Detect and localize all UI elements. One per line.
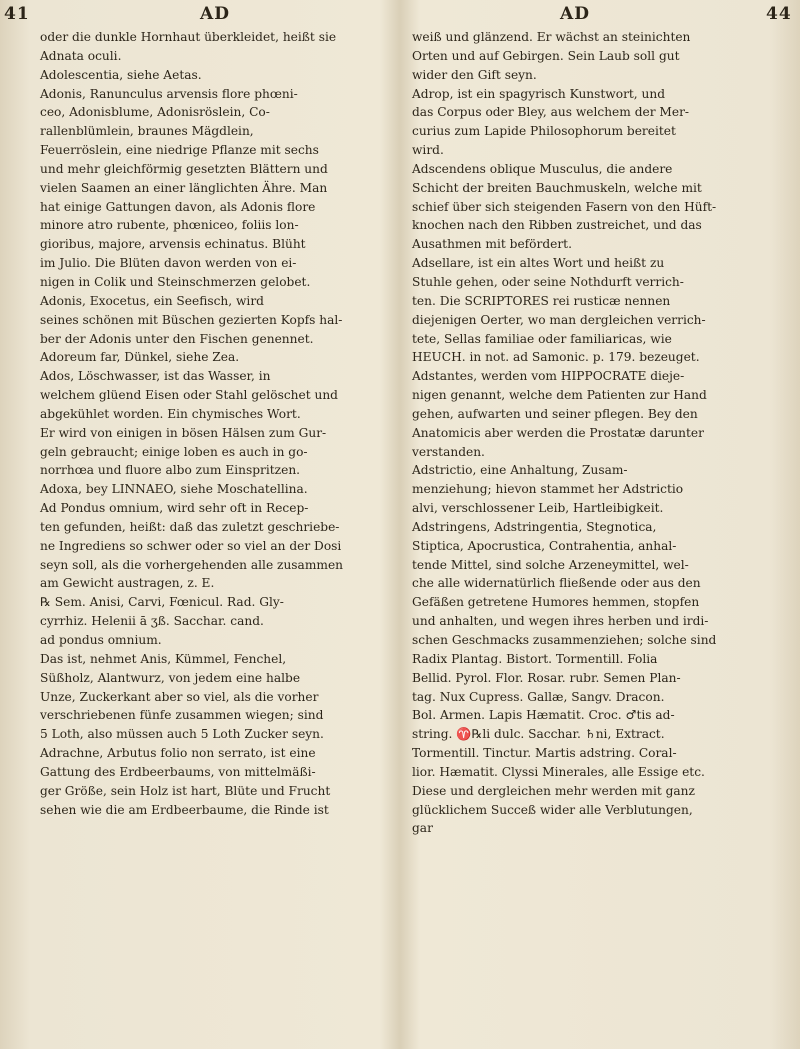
- text-line: Das ist, nehmet Anis, Kümmel, Fenchel,: [40, 651, 287, 666]
- text-line: Schicht der breiten Bauchmuskeln, welche mit: [412, 180, 702, 195]
- text-line: ber der Adonis unter den Fischen genennet.: [40, 331, 314, 346]
- text-line: ℞ Sem. Anisi, Carvi, Fœnicul. Rad. Gly-: [40, 595, 284, 610]
- text-line: verschriebenen fünfe zusammen wiegen; sind: [40, 708, 324, 723]
- text-line: und mehr gleichförmig gesetzten Blättern und: [40, 161, 328, 176]
- text-line: Stuhle gehen, oder seine Nothdurft verrich-: [412, 274, 684, 289]
- text-line: verstanden.: [412, 444, 485, 459]
- text-line: Tormentill. Tinctur. Martis adstring. Coral-: [412, 746, 677, 761]
- text-line: Adoreum far, Dünkel, siehe Zea.: [40, 350, 240, 365]
- text-line: diejenigen Oerter, wo man dergleichen verrich-: [412, 312, 706, 327]
- text-line: schief über sich steigenden Fasern von den Hüft-: [412, 199, 717, 214]
- text-line: und anhalten, und wegen ihres herben und irdi-: [412, 614, 709, 629]
- text-line: ne Ingrediens so schwer oder so viel an der Dosi: [40, 538, 342, 553]
- text-line: nigen in Colik und Steinschmerzen gelobet.: [40, 274, 311, 289]
- text-line: Adstrictio, eine Anhaltung, Zusam-: [412, 463, 628, 478]
- text-line: nigen genannt, welche dem Patienten zur Hand: [412, 388, 707, 403]
- text-line: schen Geschmacks zusammenziehen; solche sind: [412, 633, 717, 647]
- text-line: Adolescentia, siehe Aetas.: [40, 67, 202, 82]
- text-line: ad pondus omnium.: [40, 633, 162, 647]
- text-line: curius zum Lapide Philosophorum bereitet: [412, 124, 676, 139]
- text-line: Bellid. Pyrol. Flor. Rosar. rubr. Semen Plan-: [412, 670, 681, 685]
- text-line: Unze, Zuckerkant aber so viel, als die vorher: [40, 689, 319, 704]
- text-line: Adstantes, werden vom HIPPOCRATE dieje-: [412, 369, 685, 384]
- text-line: alvi, verschlossener Leib, Hartleibigkeit.: [412, 501, 664, 516]
- left-page-number: 41: [4, 4, 30, 24]
- text-line: Ausathmen mit befördert.: [412, 237, 572, 252]
- text-line: Adrachne, Arbutus folio non serrato, ist eine: [40, 746, 316, 761]
- text-line: Adstringens, Adstringentia, Stegnotica,: [412, 519, 657, 534]
- text-line: che alle widernatürlich fließende oder aus den: [412, 576, 701, 591]
- right-text-column: [412, 28, 767, 838]
- text-line: Adonis, Ranunculus arvensis flore phœni-: [40, 86, 298, 101]
- text-line: oder die dunkle Hornhaut überkleidet, heißt sie: [40, 30, 337, 44]
- text-line: vielen Saamen an einer länglichten Ähre. Man: [40, 180, 328, 195]
- text-line: sehen wie die am Erdbeerbaume, die Rinde ist: [40, 802, 329, 817]
- right-running-head: AD: [560, 4, 590, 24]
- text-line: Adrop, ist ein spagyrisch Kunstwort, und: [412, 86, 666, 101]
- text-line: gehen, aufwarten und seiner pflegen. Bey den: [412, 406, 698, 421]
- text-line: weiß und glänzend. Er wächst an steinichten: [412, 30, 691, 44]
- text-line: Stiptica, Apocrustica, Contrahentia, anhal-: [412, 538, 677, 553]
- text-line: gar: [412, 821, 433, 836]
- text-line: HEUCH. in not. ad Samonic. p. 179. bezeuget.: [412, 350, 700, 365]
- text-line: cyrrhiz. Helenii ā ʒß. Sacchar. cand.: [40, 614, 264, 629]
- text-line: hat einige Gattungen davon, als Adonis flore: [40, 199, 316, 214]
- text-line: abgekühlet worden. Ein chymisches Wort.: [40, 406, 301, 421]
- text-line: Ados, Löschwasser, ist das Wasser, in: [40, 369, 271, 384]
- text-line: Gefäßen getretene Humores hemmen, stopfen: [412, 595, 700, 610]
- right-page-number: 44: [766, 4, 792, 24]
- text-line: das Corpus oder Bley, aus welchem der Mer-: [412, 105, 690, 120]
- text-line: string. ♈℞li dulc. Sacchar. ♄ni, Extract.: [412, 727, 665, 742]
- text-line: Radix Plantag. Bistort. Tormentill. Folia: [412, 651, 658, 666]
- text-line: im Julio. Die Blüten davon werden von ei-: [40, 256, 297, 271]
- text-line: seyn soll, als die vorhergehenden alle zusammen: [40, 557, 344, 572]
- text-line: glücklichem Succeß wider alle Verblutungen,: [412, 802, 693, 817]
- text-line: welchem glüend Eisen oder Stahl gelöschet und: [40, 388, 338, 403]
- text-line: ten gefunden, heißt: daß das zuletzt geschriebe-: [40, 519, 340, 534]
- text-line: ger Größe, sein Holz ist hart, Blüte und Frucht: [40, 783, 331, 798]
- text-line: 5 Loth, also müssen auch 5 Loth Zucker seyn.: [40, 727, 324, 742]
- text-line: seines schönen mit Büschen gezierten Kopfs hal-: [40, 312, 343, 327]
- text-line: Süßholz, Alantwurz, von jedem eine halbe: [40, 670, 301, 685]
- text-line: lior. Hæmatit. Clyssi Minerales, alle Essige etc.: [412, 764, 705, 779]
- text-line: Er wird von einigen in bösen Hälsen zum Gur-: [40, 425, 327, 440]
- text-line: gioribus, majore, arvensis echinatus. Blüht: [40, 237, 306, 252]
- text-line: Bol. Armen. Lapis Hæmatit. Croc. ♂tis ad-: [412, 708, 675, 723]
- text-line: tende Mittel, sind solche Arzeneymittel, wel-: [412, 557, 689, 572]
- text-line: geln gebraucht; einige loben es auch in go-: [40, 444, 308, 459]
- text-line: tag. Nux Cupress. Gallæ, Sangv. Dracon.: [412, 689, 665, 704]
- text-line: Adsellare, ist ein altes Wort und heißt zu: [412, 256, 665, 271]
- text-line: Anatomicis aber werden die Prostatæ darunter: [412, 425, 704, 440]
- text-line: norrhœa und fluore albo zum Einspritzen.: [40, 463, 301, 478]
- text-line: Adscendens oblique Musculus, die andere: [412, 161, 673, 176]
- text-line: Adonis, Exocetus, ein Seefisch, wird: [40, 293, 264, 308]
- text-line: tete, Sellas familiae oder familiaricas, wie: [412, 331, 672, 346]
- text-line: Feuerröslein, eine niedrige Pflanze mit sechs: [40, 143, 319, 158]
- text-line: ten. Die SCRIPTORES rei rusticæ nennen: [412, 293, 671, 308]
- text-line: knochen nach den Ribben zustreichet, und das: [412, 218, 702, 233]
- text-line: Adoxa, bey LINNAEO, siehe Moschatellina.: [40, 482, 308, 497]
- text-line: Ad Pondus omnium, wird sehr oft in Recep-: [40, 501, 309, 516]
- text-line: Orten und auf Gebirgen. Sein Laub soll gut: [412, 48, 680, 63]
- text-line: wird.: [412, 143, 444, 158]
- left-text-column: [40, 28, 395, 819]
- text-line: menziehung; hievon stammet her Adstrictio: [412, 482, 684, 497]
- text-line: ceo, Adonisblume, Adonisröslein, Co-: [40, 105, 270, 120]
- left-running-head: AD: [200, 4, 230, 24]
- text-line: Diese und dergleichen mehr werden mit ganz: [412, 783, 695, 798]
- text-line: Adnata oculi.: [40, 48, 122, 63]
- text-line: wider den Gift seyn.: [412, 67, 537, 82]
- text-line: minore atro rubente, phœniceo, foliis lon-: [40, 218, 299, 233]
- text-line: Gattung des Erdbeerbaums, von mittelmäßi-: [40, 764, 316, 779]
- text-line: am Gewicht austragen, z. E.: [40, 576, 215, 591]
- text-line: rallenblümlein, braunes Mägdlein,: [40, 124, 254, 139]
